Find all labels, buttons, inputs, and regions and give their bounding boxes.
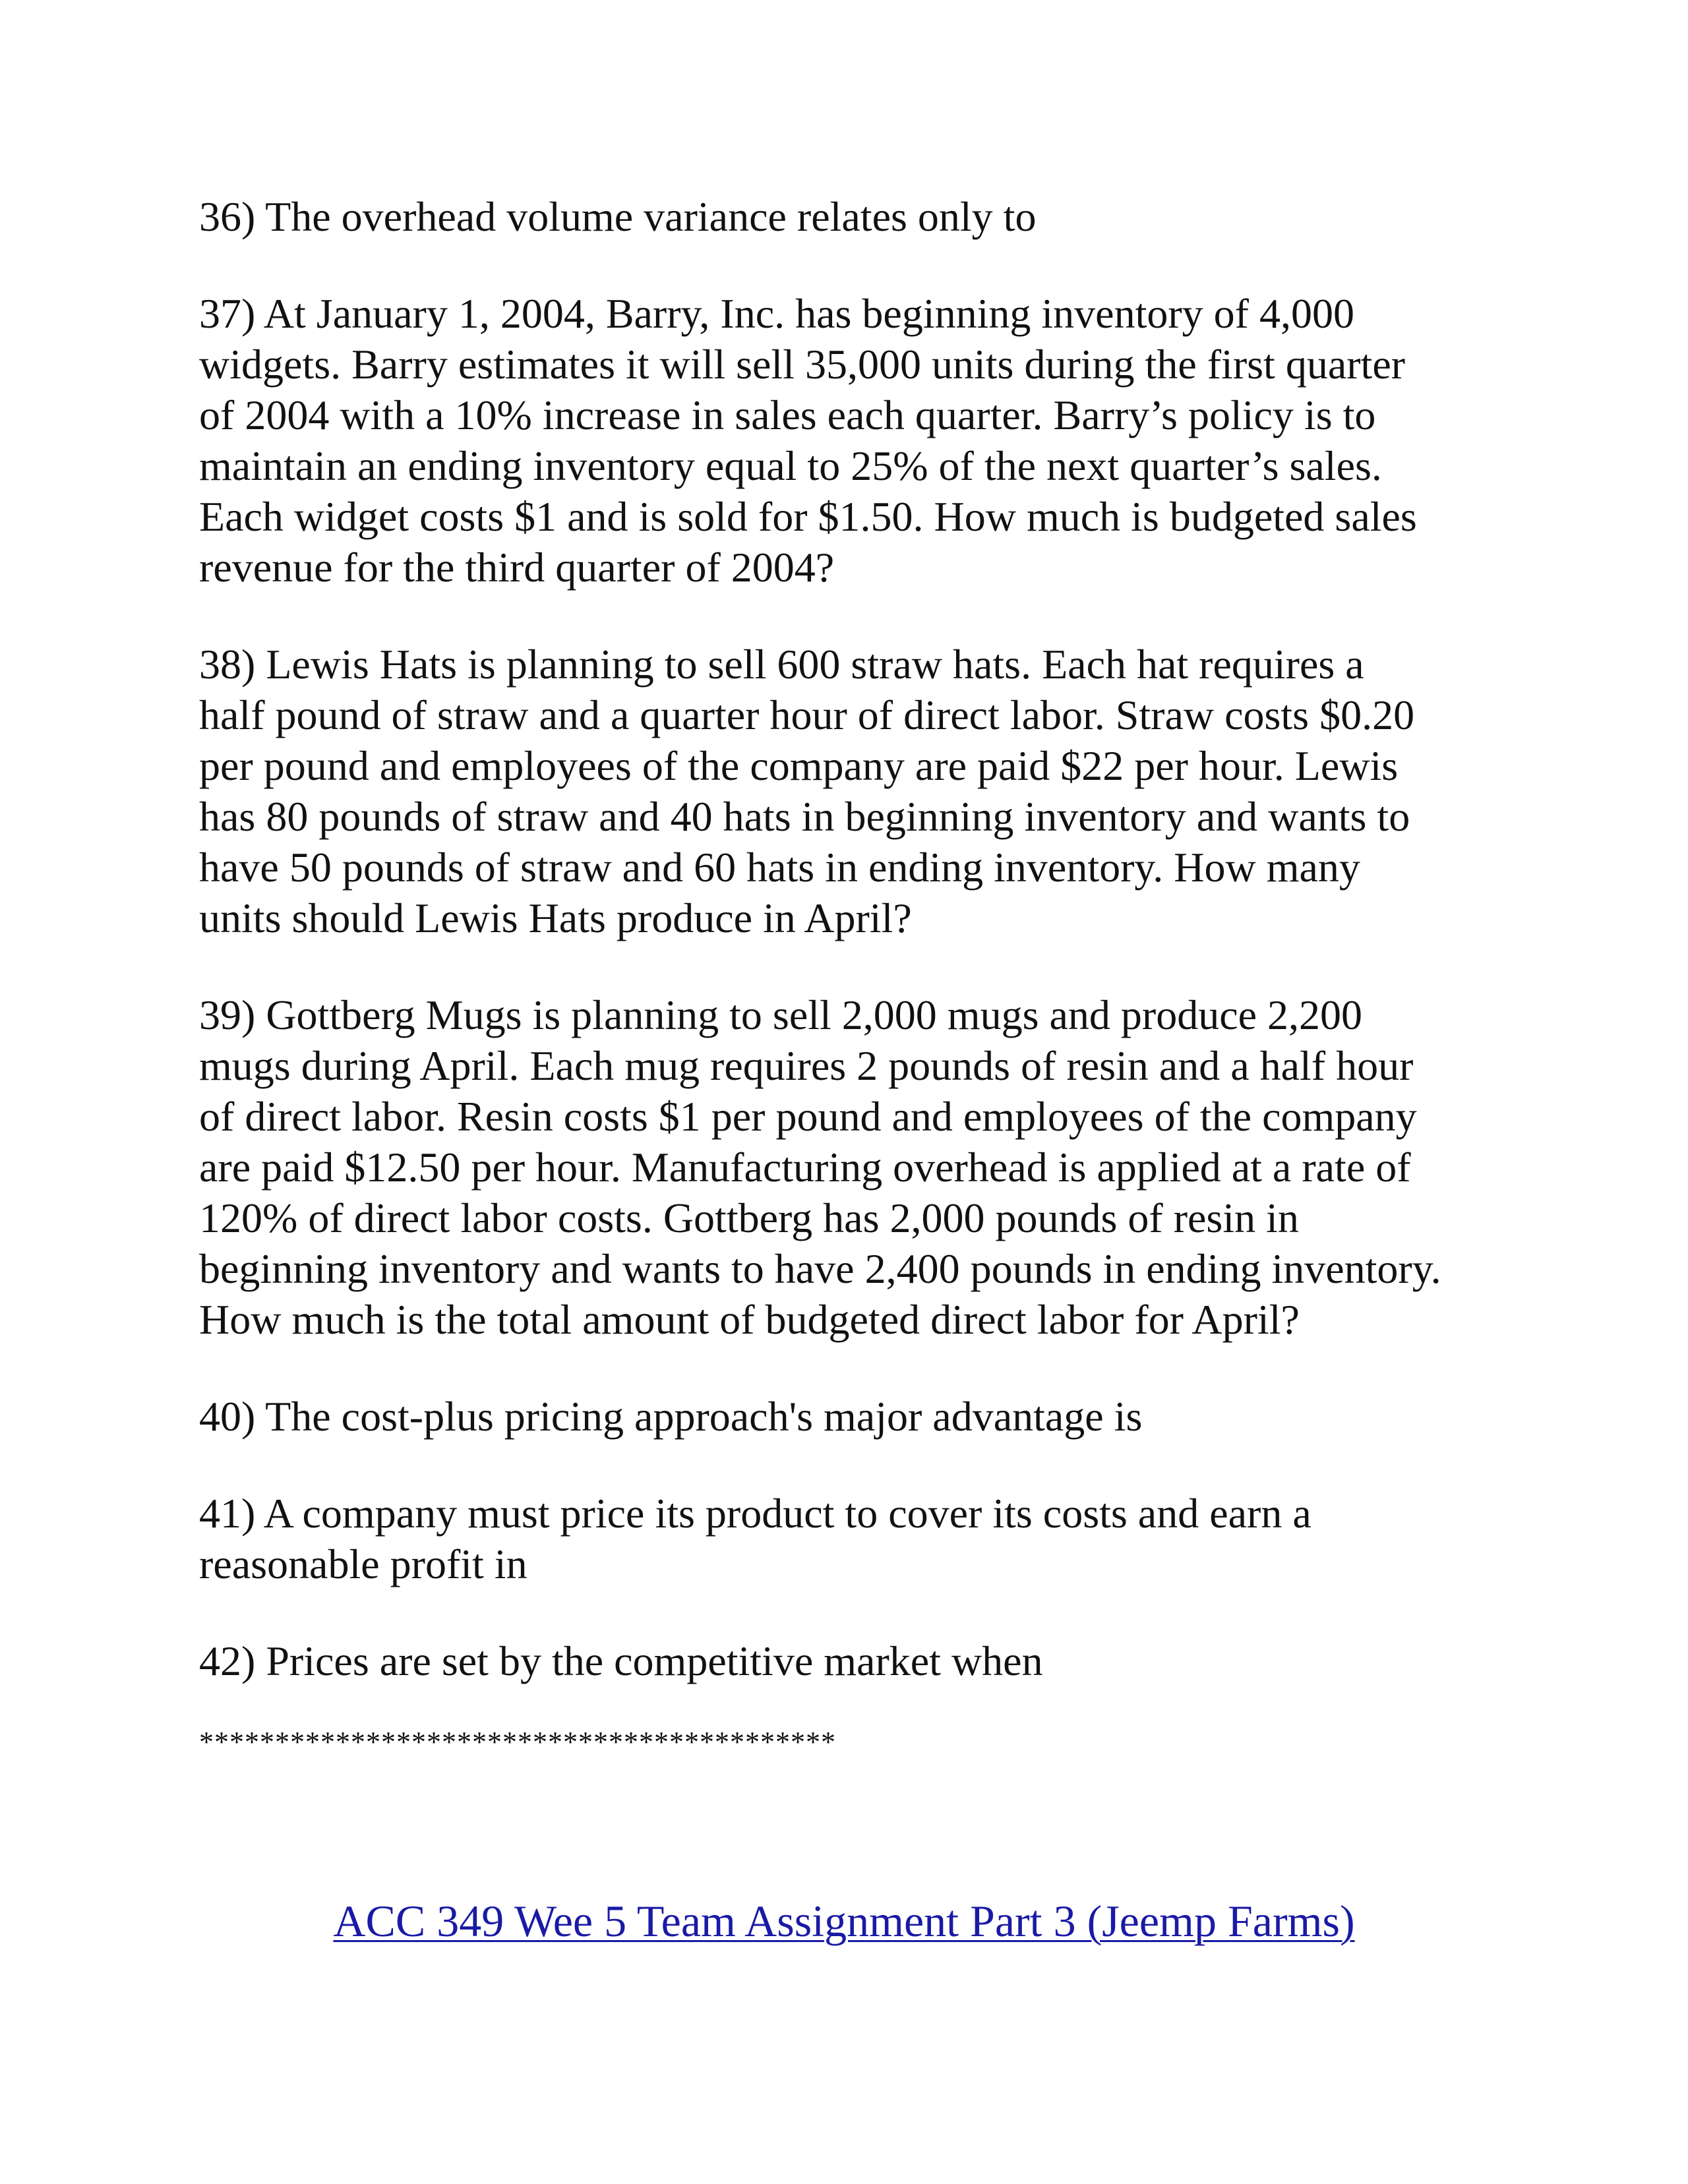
question-line: mugs during April. Each mug requires 2 pounds of resin and a half hour: [199, 1042, 1414, 1089]
question-41: [199, 1488, 1524, 1589]
question-line: 38) Lewis Hats is planning to sell 600 straw hats. Each hat requires a: [199, 641, 1364, 688]
question-line: per pound and employees of the company are paid $22 per hour. Lewis: [199, 742, 1399, 789]
question-line: maintain an ending inventory equal to 25% of the next quarter’s sales.: [199, 442, 1382, 489]
question-line: 42) Prices are set by the competitive market when: [199, 1638, 1043, 1684]
question-line: have 50 pounds of straw and 60 hats in ending inventory. How many: [199, 844, 1360, 891]
question-line: 36) The overhead volume variance relates only to: [199, 193, 1037, 240]
question-line: How much is the total amount of budgeted direct labor for April?: [199, 1296, 1300, 1343]
question-36: [199, 191, 1524, 242]
question-37: [199, 288, 1524, 593]
question-line: 41) A company must price its product to cover its costs and earn a: [199, 1490, 1311, 1537]
question-line: are paid $12.50 per hour. Manufacturing overhead is applied at a rate of: [199, 1144, 1411, 1191]
question-39: [199, 989, 1524, 1345]
question-line: has 80 pounds of straw and 40 hats in beginning inventory and wants to: [199, 793, 1410, 840]
question-line: of 2004 with a 10% increase in sales each quarter. Barry’s policy is to: [199, 392, 1376, 438]
question-line: beginning inventory and wants to have 2,400 pounds in ending inventory.: [199, 1245, 1441, 1292]
question-42: [199, 1636, 1524, 1686]
question-line: reasonable profit in: [199, 1541, 528, 1587]
question-line: 40) The cost-plus pricing approach's major advantage is: [199, 1393, 1143, 1440]
question-38: [199, 639, 1524, 943]
question-line: 37) At January 1, 2004, Barry, Inc. has beginning inventory of 4,000: [199, 290, 1354, 337]
question-line: revenue for the third quarter of 2004?: [199, 544, 835, 591]
question-line: widgets. Barry estimates it will sell 35,000 units during the first quarter: [199, 341, 1406, 388]
question-line: 120% of direct labor costs. Gottberg has 2,000 pounds of resin in: [199, 1195, 1299, 1241]
assignment-link[interactable]: ACC 349 Wee 5 Team Assignment Part 3 (Jeemp Farms): [333, 1896, 1355, 1946]
questions-block: [199, 191, 1524, 1759]
question-line: Each widget costs $1 and is sold for $1.50. How much is budgeted sales: [199, 493, 1417, 540]
asterisk-separator: ******************************************: [199, 1726, 836, 1758]
footer-link-container: [0, 1895, 1688, 1947]
question-line: 39) Gottberg Mugs is planning to sell 2,000 mugs and produce 2,200: [199, 991, 1362, 1038]
question-line: of direct labor. Resin costs $1 per pound and employees of the company: [199, 1093, 1417, 1140]
question-40: [199, 1391, 1524, 1442]
question-line: half pound of straw and a quarter hour of direct labor. Straw costs $0.20: [199, 692, 1415, 738]
question-line: units should Lewis Hats produce in April?: [199, 895, 912, 941]
